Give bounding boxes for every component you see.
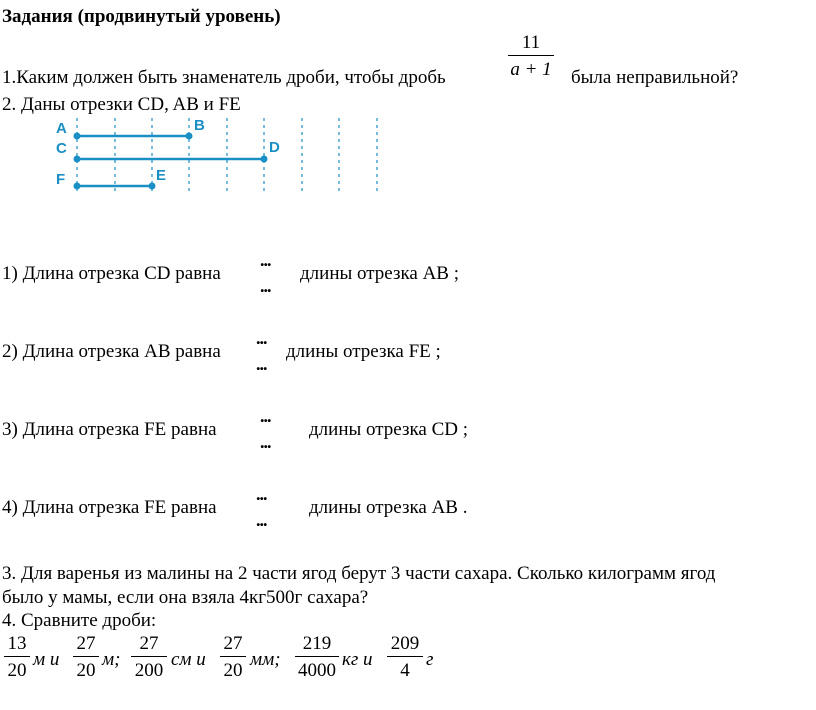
fraction-denominator: 20 — [223, 660, 243, 681]
unit-text: м; — [102, 649, 121, 670]
label-b: B — [194, 117, 205, 134]
unit-text: м и — [33, 649, 60, 670]
item-1-left: 1) Длина отрезка CD равна — [2, 263, 221, 284]
q1-fraction-denominator: a + 1 — [510, 59, 552, 80]
item-2-dots-bottom: ... — [256, 354, 267, 374]
fraction-numerator: 13 — [7, 633, 27, 654]
q1-text: 1.Каким должен быть знаменатель дроби, чтобы дробь — [2, 67, 446, 88]
fraction-denominator: 20 — [7, 660, 27, 681]
item-3-dots-bottom: ... — [260, 432, 271, 452]
fraction — [295, 634, 339, 680]
unit-text: кг и — [342, 649, 373, 670]
item-2-dots-top: ... — [256, 328, 267, 348]
point-c — [74, 156, 81, 163]
point-f — [74, 183, 81, 190]
item-1-dots-top: ... — [260, 250, 271, 270]
item-2-right: длины отрезка FE ; — [286, 341, 441, 362]
fraction-numerator: 27 — [223, 633, 243, 654]
q4-title: 4. Сравните дроби: — [2, 610, 157, 631]
item-2-left: 2) Длина отрезка AB равна — [2, 341, 221, 362]
segments-figure — [0, 112, 400, 202]
fraction-denominator: 20 — [76, 660, 96, 681]
item-4-right: длины отрезка AB . — [309, 497, 468, 518]
label-d: D — [269, 139, 280, 156]
fraction-numerator: 27 — [76, 633, 96, 654]
item-4-left: 4) Длина отрезка FE равна — [2, 497, 217, 518]
q3-line-2: было у мамы, если она взяла 4кг500г сахара? — [2, 587, 369, 608]
fraction-denominator: 4000 — [298, 660, 336, 681]
point-a — [74, 133, 81, 140]
point-b — [186, 133, 193, 140]
item-1-right: длины отрезка AB ; — [300, 263, 460, 284]
fraction — [131, 634, 167, 680]
fraction — [387, 634, 423, 680]
point-d — [261, 156, 268, 163]
label-c: C — [56, 140, 67, 157]
label-e: E — [156, 167, 167, 184]
label-f: F — [56, 171, 66, 188]
item-1-dots-bottom: ... — [260, 276, 271, 296]
q1-text-after: была неправильной? — [571, 67, 739, 88]
unit-text: мм; — [250, 649, 281, 670]
item-3-right: длины отрезка CD ; — [309, 419, 469, 440]
point-e — [149, 183, 156, 190]
fraction-denominator: 200 — [134, 660, 164, 681]
q3-line-1: 3. Для варенья из малины на 2 части ягод берут 3 части сахара. Сколько килограмм ягод — [2, 563, 716, 584]
q1-fraction — [508, 33, 554, 79]
fraction-denominator: 4 — [400, 660, 410, 681]
fraction — [73, 634, 99, 680]
fraction-numerator: 27 — [139, 633, 159, 654]
item-3-dots-top: ... — [260, 406, 271, 426]
item-3-left: 3) Длина отрезка FE равна — [2, 419, 217, 440]
q1-fraction-numerator: 11 — [521, 32, 541, 53]
q2-text: 2. Даны отрезки CD, AB и FE — [2, 94, 241, 115]
item-4-dots-bottom: ... — [256, 510, 267, 530]
unit-text: см и — [171, 649, 206, 670]
fraction — [4, 634, 30, 680]
fraction — [220, 634, 246, 680]
page-title: Задания (продвинутый уровень) — [2, 6, 281, 27]
unit-text: г — [426, 649, 434, 670]
fraction-numerator: 209 — [390, 633, 420, 654]
label-a: A — [56, 120, 67, 137]
fraction-numerator: 219 — [302, 633, 332, 654]
item-4-dots-top: ... — [256, 484, 267, 504]
